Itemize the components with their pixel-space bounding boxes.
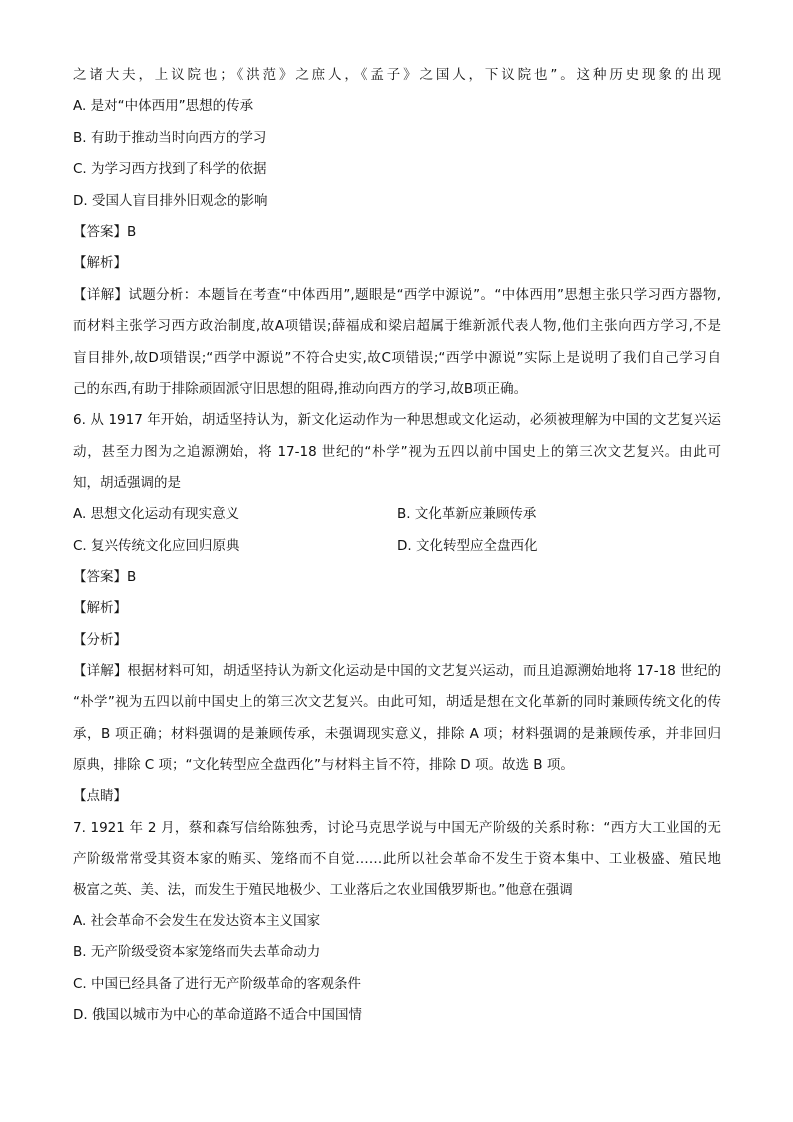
q6-analysis-label: 【解析】 [73,600,127,616]
q5-answer: 【答案】B [73,224,137,240]
q5-option-d: D. 受国人盲目排外旧观念的影响 [73,193,268,209]
q6-dianjing-label: 【点睛】 [73,788,127,804]
q7-stem-line-3: 极富之英、美、法，而发生于殖民地极少、工业落后之农业国俄罗斯也。”他意在强调 [73,882,573,898]
q6-option-c: C. 复兴传统文化应回归原典 [73,538,240,554]
q7-option-d: D. 俄国以城市为中心的革命道路不适合中国国情 [73,1007,362,1023]
q7-option-a: A. 社会革命不会发生在发达资本主义国家 [73,913,321,929]
q6-detail-line-3: 承，B 项正确；材料强调的是兼顾传承，未强调现实意义，排除 A 项；材料强调的是兼顾传承，并非回归 [73,726,721,742]
q6-stem-line-3: 知，胡适强调的是 [73,475,181,491]
q6-detail-line-2: “朴学”视为五四以前中国史上的第三次文艺复兴。由此可知，胡适是想在文化革新的同时兼顾传统文化的传 [73,694,721,710]
q5-detail-line-2: 而材料主张学习西方政治制度,故A项错误;薛福成和梁启超属于维新派代表人物,他们主张向西方学习,不是 [73,318,721,334]
q6-option-a: A. 思想文化运动有现实意义 [73,506,240,522]
q6-stem-line-2: 动，甚至力图为之追源溯始，将 17-18 世纪的“朴学”视为五四以前中国史上的第三次文艺复兴。由此可 [73,444,721,460]
q7-stem-line-2: 产阶级常常受其资本家的贿买、笼络而不自觉……此所以社会革命不发生于资本集中、工业极盛、殖民地 [73,851,721,867]
q5-option-b: B. 有助于推动当时向西方的学习 [73,130,267,146]
q6-stem-line-1: 6. 从 1917 年开始，胡适坚持认为，新文化运动作为一种思想或文化运动，必须被理解为中国的文艺复兴运 [73,412,721,428]
q5-detail-line-1: 【详解】试题分析：本题旨在考查“中体西用”,题眼是“西学中源说”。“中体西用”思想主张只学习西方器物, [73,287,721,303]
q5-analysis-label: 【解析】 [73,255,127,271]
q5-detail-line-4: 己的东西,有助于排除顽固派守旧思想的阻碍,推动向西方的学习,故B项正确。 [73,381,528,397]
q6-option-d: D. 文化转型应全盘西化 [397,538,538,554]
q7-stem-line-1: 7. 1921 年 2 月，蔡和森写信给陈独秀，讨论马克思学说与中国无产阶级的关系时称：“西方大工业国的无 [73,820,721,836]
q6-option-b: B. 文化革新应兼顾传承 [397,506,537,522]
q7-option-b: B. 无产阶级受资本家笼络而失去革命动力 [73,944,321,960]
q5-option-c: C. 为学习西方找到了科学的依据 [73,161,267,177]
q5-option-a: A. 是对“中体西用”思想的传承 [73,98,254,114]
q6-fenxi-label: 【分析】 [73,632,127,648]
q6-answer: 【答案】B [73,569,137,585]
q5-stem-tail: 之诸大夫，上议院也；《洪范》之庶人，《孟子》之国人，下议院也”。这种历史现象的出现 [73,67,721,83]
q7-option-c: C. 中国已经具备了进行无产阶级革命的客观条件 [73,976,362,992]
q5-detail-line-3: 盲目排外,故D项错误;“西学中源说”不符合史实,故C项错误;“西学中源说”实际上是说明了我们自己学习自 [73,350,721,366]
q6-detail-line-1: 【详解】根据材料可知，胡适坚持认为新文化运动是中国的文艺复兴运动，而且追源溯始地将 17-18 世纪的 [73,663,721,679]
q6-detail-line-4: 原典，排除 C 项；“文化转型应全盘西化”与材料主旨不符，排除 D 项。故选 B 项。 [73,757,574,773]
